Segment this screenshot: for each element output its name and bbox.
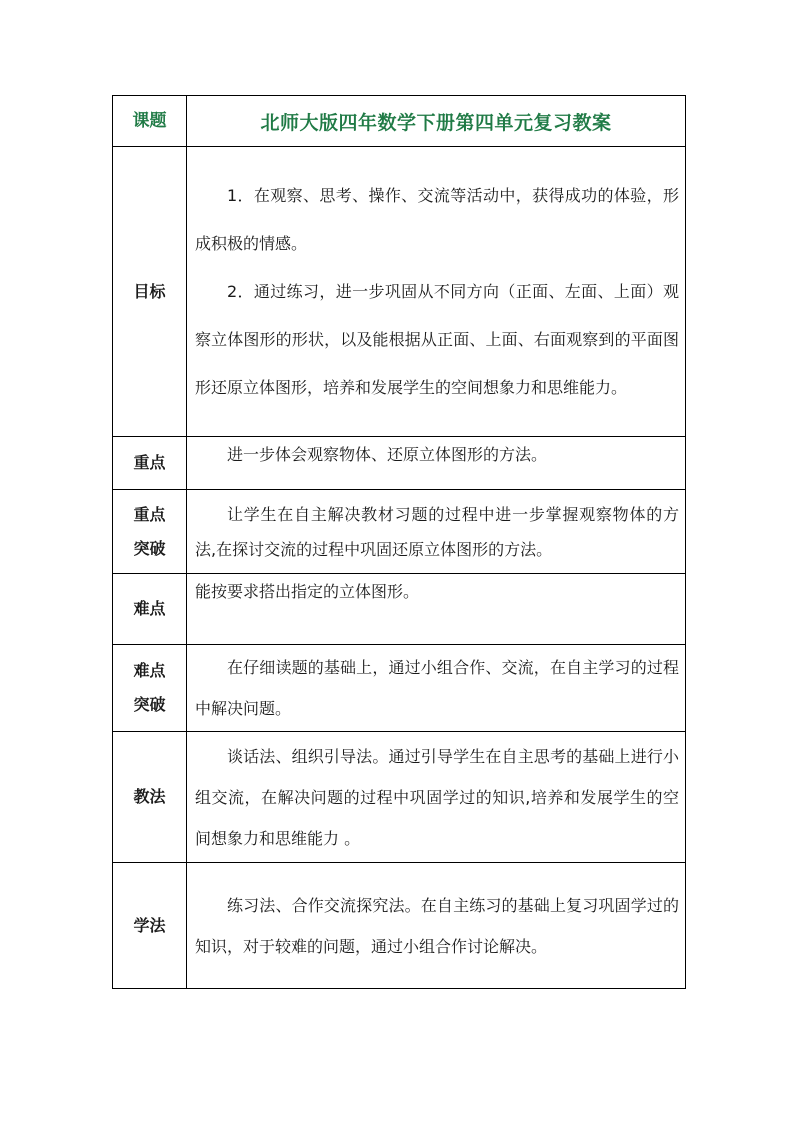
teaching-method-label: 教法	[113, 732, 187, 863]
learning-method-label: 学法	[113, 863, 187, 989]
table-row-key-point	[113, 437, 686, 490]
goals-label: 目标	[113, 147, 187, 437]
teaching-method-content	[187, 732, 686, 863]
difficulty-breakthrough-text: 在仔细读题的基础上，通过小组合作、交流，在自主学习的过程中解决问题。	[195, 658, 679, 718]
key-point-label: 重点	[113, 437, 187, 490]
key-point-breakthrough-content	[187, 490, 686, 574]
goals-paragraph-1: 1．在观察、思考、操作、交流等活动中，获得成功的体验，形成积极的情感。	[195, 185, 679, 253]
learning-method-text: 练习法、合作交流探究法。在自主练习的基础上复习巩固学过的知识，对于较难的问题，通过小组合作讨论解决。	[195, 895, 679, 956]
difficulty-content	[187, 574, 686, 645]
goals-content	[187, 147, 686, 437]
table-row-difficulty	[113, 574, 686, 645]
key-point-text: 进一步体会观察物体、还原立体图形的方法。	[227, 445, 548, 464]
goals-paragraph-2: 2．通过练习，进一步巩固从不同方向（正面、左面、上面）观察立体图形的形状，以及能根据从正面、上面、右面观察到的平面图形还原立体图形，培养和发展学生的空间想象力和思维能力。	[195, 281, 679, 397]
key-point-breakthrough-text: 让学生在自主解决教材习题的过程中进一步掌握观察物体的方法,在探讨交流的过程中巩固还原立体图形的方法。	[195, 504, 679, 559]
difficulty-text: 能按要求搭出指定的立体图形。	[195, 582, 420, 601]
table-row-learning-method	[113, 863, 686, 989]
difficulty-breakthrough-content	[187, 645, 686, 732]
lesson-plan-table	[112, 95, 686, 989]
teaching-method-text: 谈话法、组织引导法。通过引导学生在自主思考的基础上进行小组交流，在解决问题的过程中巩固学过的知识,培养和发展学生的空间想象力和思维能力 。	[195, 746, 679, 848]
lesson-title: 北师大版四年数学下册第四单元复习教案	[187, 96, 686, 147]
learning-method-content	[187, 863, 686, 989]
key-point-breakthrough-label-line-1: 重点	[133, 504, 166, 524]
table-row-difficulty-breakthrough	[113, 645, 686, 732]
difficulty-breakthrough-label-line-1: 难点	[133, 661, 166, 680]
table-row-teaching-method	[113, 732, 686, 863]
difficulty-breakthrough-label	[113, 645, 187, 732]
table-row-goals	[113, 147, 686, 437]
key-point-breakthrough-label	[113, 490, 187, 574]
difficulty-label: 难点	[113, 574, 187, 645]
title-label: 课题	[113, 96, 187, 147]
title-row	[113, 96, 686, 147]
difficulty-breakthrough-label-line-2: 突破	[133, 695, 166, 714]
key-point-content	[187, 437, 686, 490]
key-point-breakthrough-label-line-2: 突破	[133, 538, 166, 558]
table-row-key-point-breakthrough	[113, 490, 686, 574]
